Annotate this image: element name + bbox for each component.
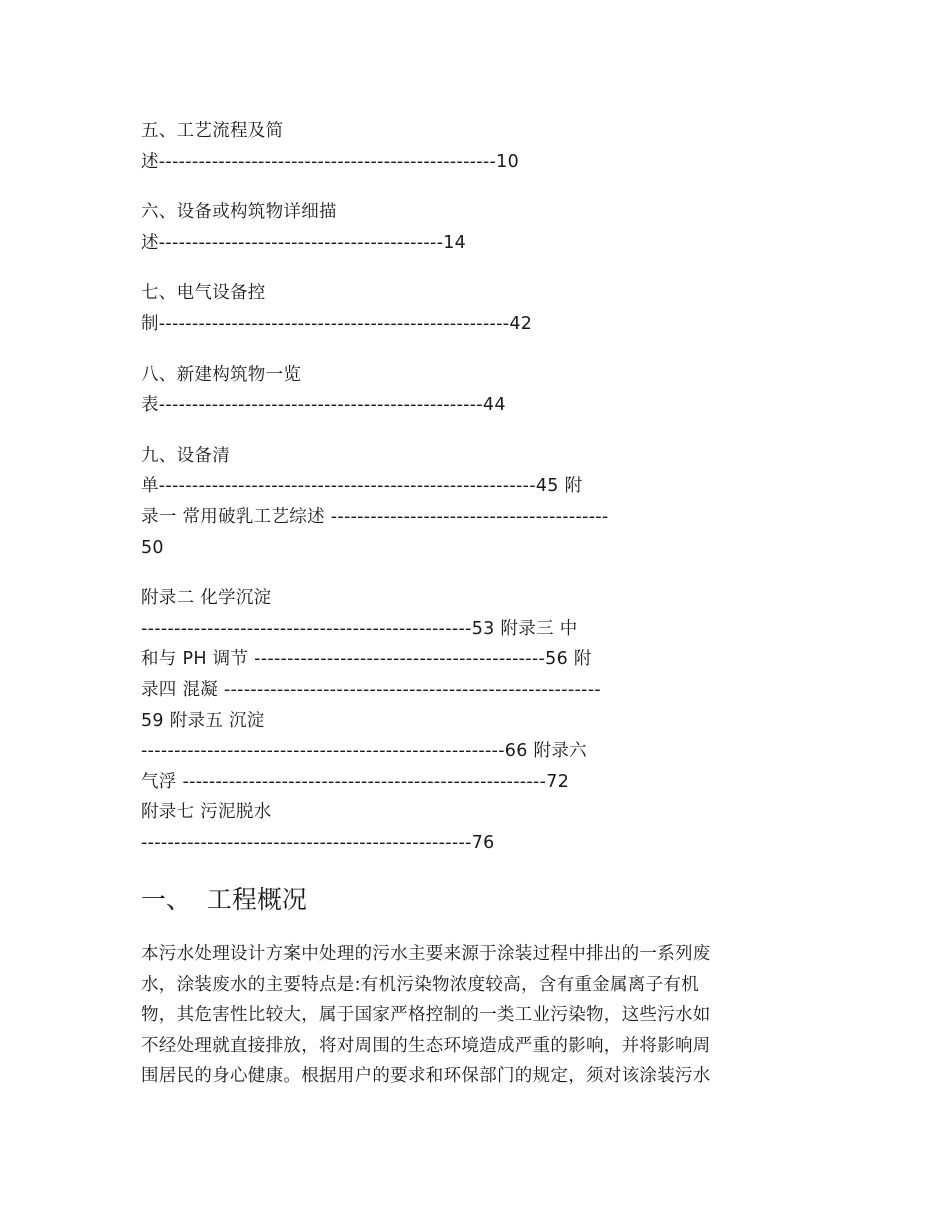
toc-group-5	[141, 116, 813, 177]
section-heading: 一、 工程概况	[141, 885, 307, 914]
toc-spacer	[141, 563, 813, 583]
paragraph-line: 水，涂装废水的主要特点是:有机污染物浓度较高，含有重金属离子有机	[141, 974, 699, 995]
toc-line: 述-------------------------------------------14	[141, 232, 467, 253]
toc-spacer	[141, 177, 813, 197]
toc-line: 附录二 化学沉淀	[141, 588, 272, 609]
toc-line: 制-----------------------------------------------------42	[141, 313, 533, 334]
toc-line: 五、工艺流程及简	[141, 121, 284, 141]
table-of-contents	[141, 116, 813, 858]
toc-line: 和与 PH 调节 --------------------------------------------56 附	[141, 649, 592, 670]
toc-line: --------------------------------------------------53 附录三 中	[141, 618, 578, 639]
toc-group-appendix	[141, 583, 813, 858]
toc-spacer	[141, 340, 813, 360]
toc-line: 气浮 -------------------------------------------------------72	[141, 771, 570, 792]
toc-line: 述---------------------------------------------------10	[141, 151, 520, 172]
paragraph-line: 围居民的身心健康。根据用户的要求和环保部门的规定，须对该涂装污水	[141, 1066, 711, 1086]
toc-line: 50	[141, 537, 164, 558]
toc-line: 录四 混凝 ---------------------------------------------------------	[141, 679, 601, 700]
toc-line: 七、电气设备控	[141, 283, 266, 304]
toc-line: -------------------------------------------------------66 附录六	[141, 741, 587, 762]
paragraph-line: 不经处理就直接排放，将对周围的生态环境造成严重的影响，并将影响周	[141, 1035, 711, 1056]
toc-line: 八、新建构筑物一览	[141, 364, 302, 385]
toc-line: 六、设备或构筑物详细描	[141, 202, 337, 223]
toc-line: --------------------------------------------------76	[141, 832, 495, 853]
toc-group-6	[141, 197, 813, 258]
toc-group-8	[141, 360, 813, 421]
toc-line: 59 附录五 沉淀	[141, 710, 265, 731]
toc-spacer	[141, 421, 813, 441]
toc-spacer	[141, 258, 813, 278]
toc-group-7	[141, 278, 813, 339]
toc-line: 附录七 污泥脱水	[141, 802, 272, 823]
paragraph-line: 本污水处理设计方案中处理的污水主要来源于涂装过程中排出的一系列废	[141, 944, 711, 964]
toc-line: 录一 常用破乳工艺综述 ------------------------------------------	[141, 506, 609, 527]
toc-line: 九、设备清	[141, 445, 230, 466]
body-paragraph	[141, 939, 813, 1092]
toc-line: 单---------------------------------------------------------45 附	[141, 476, 583, 497]
paragraph-line: 物，其危害性比较大，属于国家严格控制的一类工业污染物，这些污水如	[141, 1005, 711, 1025]
toc-group-9	[141, 441, 813, 563]
toc-line: 表-------------------------------------------------44	[141, 395, 506, 416]
